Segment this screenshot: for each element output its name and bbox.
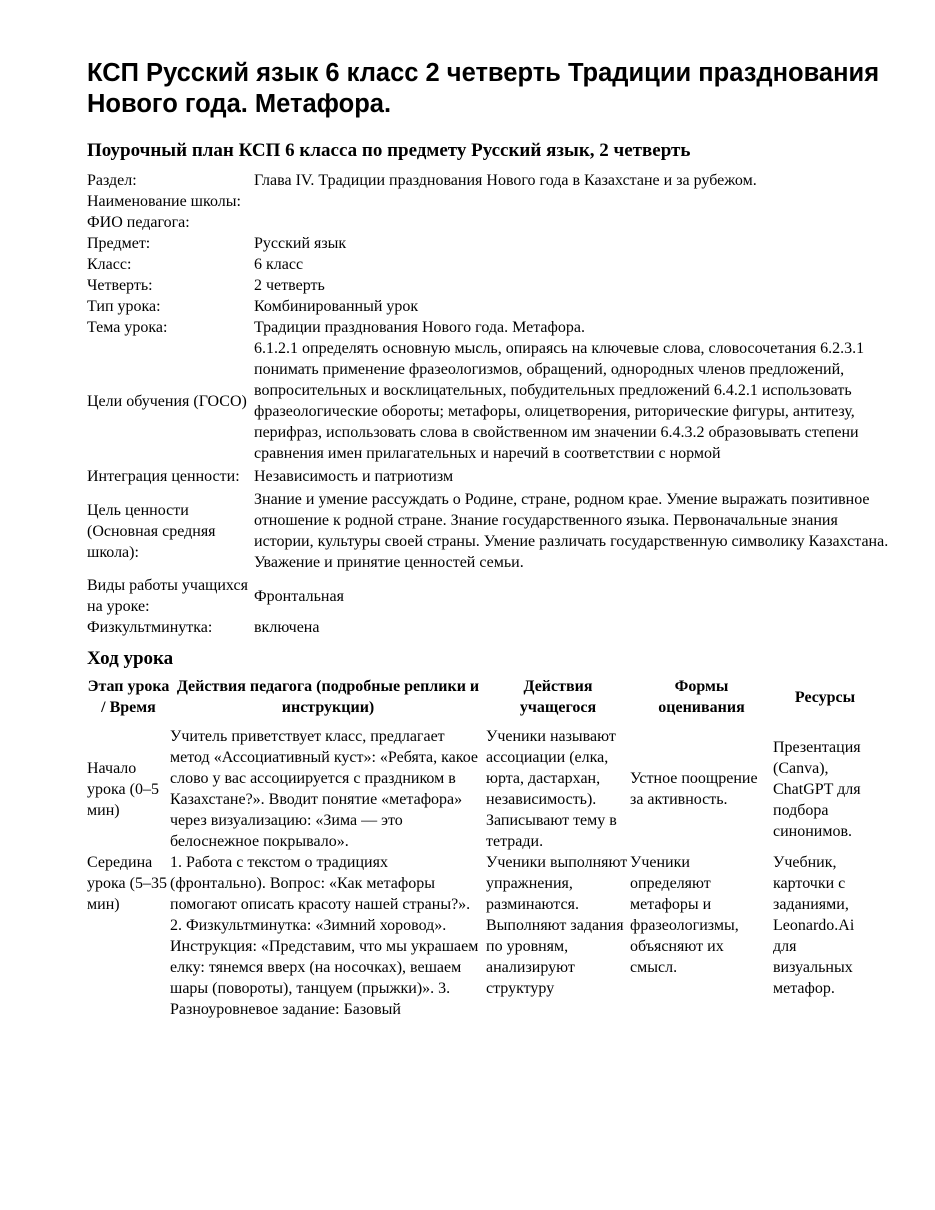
assessment-cell: Ученики определяют метафоры и фразеологизмы, объясняют их смысл. <box>630 854 739 976</box>
info-value: Комбинированный урок <box>254 298 419 315</box>
student-actions-cell: Ученики выполняют упражнения, разминаются. Выполняют задания по уровням, анализируют структуру <box>486 854 628 997</box>
info-value: Фронтальная <box>254 587 344 605</box>
info-label: Тип урока: <box>87 298 161 315</box>
info-value: Русский язык <box>254 235 347 252</box>
info-value: Традиции празднования Нового года. Метафора. <box>254 319 585 336</box>
table-header-row <box>87 676 877 726</box>
info-value: Глава IV. Традиции празднования Нового года в Казахстане и за рубежом. <box>254 172 757 189</box>
lesson-info-table <box>87 170 897 638</box>
info-value: 2 четверть <box>254 277 325 294</box>
column-header-teacher: Действия педагога (подробные реплики и инструкции) <box>176 678 480 716</box>
info-label: Физкультминутка: <box>87 619 213 636</box>
info-row-work-types <box>87 573 897 617</box>
document-page <box>87 58 897 1020</box>
info-row-school <box>87 191 897 212</box>
info-row-razdel <box>87 170 897 191</box>
table-row <box>87 726 877 852</box>
info-row-topic <box>87 317 897 338</box>
info-value: 6 класс <box>254 256 304 273</box>
info-row-grade <box>87 254 897 275</box>
info-row-lesson-type <box>87 296 897 317</box>
info-value: Независимость и патриотизм <box>254 468 454 485</box>
teacher-actions-cell: 1. Работа с текстом о традициях (фронтально). Вопрос: «Как метафоры помогают описать красоту нашей страны?». 2. Физкультминутка: «Зимний хоровод». Инструкция: «Представим, что мы украшаем елку: тянемся вверх (на носочках), вешаем шары (повороты), танцуем (прыжки)». 3. Разноуровневое задание: Базовый <box>170 854 479 1018</box>
resources-cell: Учебник, карточки с заданиями, Leonardo.Ai для визуальных метафор. <box>773 854 855 997</box>
info-label: Предмет: <box>87 235 151 252</box>
info-label: Виды работы учащихся на уроке: <box>87 577 248 615</box>
student-actions-cell: Ученики называют ассоциации (елка, юрта, дастархан, независимость). Записывают тему в тетради. <box>486 728 617 850</box>
info-row-goals <box>87 338 897 464</box>
document-title: КСП Русский язык 6 класс 2 четверть Традиции празднования Нового года. Метафора. <box>87 59 880 118</box>
info-label: ФИО педагога: <box>87 214 190 231</box>
info-row-value-goal <box>87 487 897 573</box>
info-label: Наименование школы: <box>87 193 241 210</box>
info-value: включена <box>254 619 320 636</box>
info-label: Цель ценности (Основная средняя школа): <box>87 501 216 561</box>
resources-cell: Презентация (Canva), ChatGPT для подбора синонимов. <box>773 738 861 840</box>
info-row-value-integration <box>87 464 897 487</box>
info-label: Интеграция ценности: <box>87 468 240 485</box>
info-value <box>254 191 897 212</box>
table-row <box>87 852 877 1020</box>
column-header-stage: Этап урока / Время <box>87 678 170 716</box>
column-header-student: Действия учащегося <box>519 678 597 716</box>
info-row-physminute <box>87 617 897 638</box>
info-label: Тема урока: <box>87 319 168 336</box>
info-label: Четверть: <box>87 277 153 294</box>
plan-heading: Поурочный план КСП 6 класса по предмету Русский язык, 2 четверть <box>87 140 691 161</box>
info-value <box>254 212 897 233</box>
assessment-cell: Устное поощрение за активность. <box>630 770 758 808</box>
info-row-teacher <box>87 212 897 233</box>
column-header-assessment: Формы оценивания <box>658 678 745 716</box>
info-value: Знание и умение рассуждать о Родине, стране, родном крае. Умение выражать позитивное отношение к родной стране. Знание государственного языка. Первоначальные знания истории, культуры своей страны. Умение различать государственную символику Казахстана. Уважение и принятие ценностей семьи. <box>254 491 889 571</box>
info-label: Класс: <box>87 256 132 273</box>
stage-cell: Начало урока (0–5 мин) <box>87 759 159 819</box>
stage-cell: Середина урока (5–35 мин) <box>87 854 167 913</box>
lesson-flow-heading: Ход урока <box>87 648 174 669</box>
info-row-subject <box>87 233 897 254</box>
info-value: 6.1.2.1 определять основную мысль, опираясь на ключевые слова, словосочетания 6.2.3.1 понимать применение фразеологизмов, обращений, однородных членов предложений, вопросительных и восклицательных, побудительных предложений 6.4.2.1 использовать фразеологические обороты; метафоры, олицетворения, риторические фигуры, антитезу, перифраз, использовать слова в свойственном им значении 6.4.3.2 образовывать степени сравнения имен прилагательных и наречий в соответствии с нормой <box>254 340 865 462</box>
lesson-flow-table <box>87 676 877 1020</box>
info-label: Раздел: <box>87 172 137 189</box>
column-header-resources: Ресурсы <box>794 688 856 706</box>
teacher-actions-cell: Учитель приветствует класс, предлагает метод «Ассоциативный куст»: «Ребята, какое слово у вас ассоциируется с праздником в Казахстане?». Вводит понятие «метафора» через визуализацию: «Зима — это белоснежное покрывало». <box>170 728 478 850</box>
info-label: Цели обучения (ГОСО) <box>87 392 247 410</box>
info-row-quarter <box>87 275 897 296</box>
